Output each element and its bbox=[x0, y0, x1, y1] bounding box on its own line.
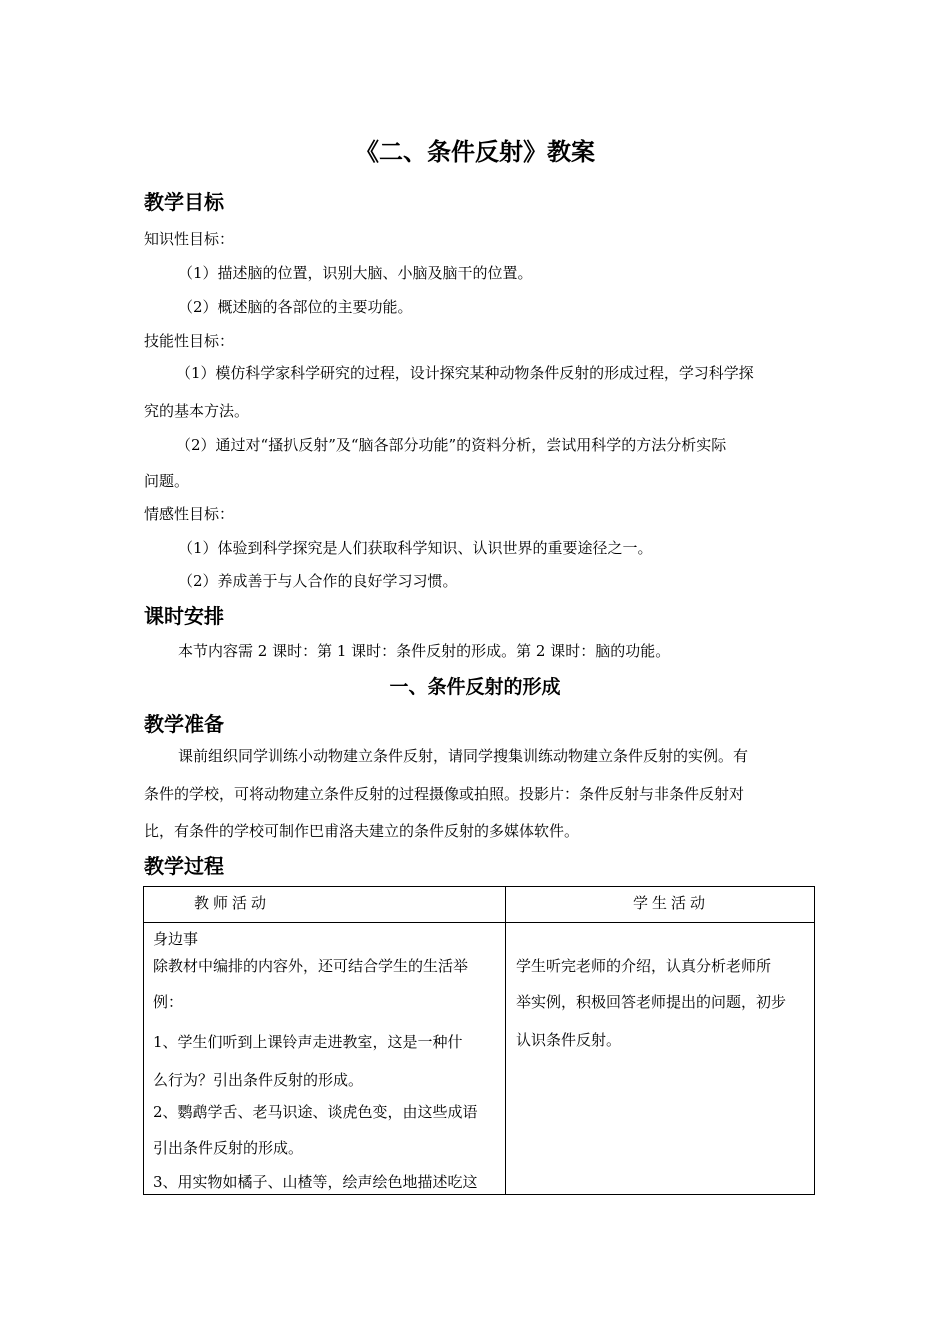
skill-goal-item-1-line-2: 究的基本方法。 bbox=[144, 402, 250, 420]
emotion-goal-item: （1）体验到科学探究是人们获取科学知识、认识世界的重要途径之一。 bbox=[178, 539, 653, 557]
student-activity-line: 举实例，积极回答老师提出的问题，初步 bbox=[516, 993, 787, 1011]
heading-schedule: 课时安排 bbox=[144, 604, 224, 628]
process-table bbox=[143, 886, 815, 1195]
knowledge-goal-label: 知识性目标： bbox=[144, 230, 235, 248]
teacher-activity-line: 2、鹦鹉学舌、老马识途、谈虎色变，由这些成语 bbox=[153, 1103, 478, 1121]
teacher-activity-line: 除教材中编排的内容外，还可结合学生的生活举 bbox=[153, 957, 469, 975]
heading-teaching-goals: 教学目标 bbox=[144, 190, 224, 214]
preparation-line: 条件的学校，可将动物建立条件反射的过程摄像或拍照。投影片：条件反射与非条件反射对 bbox=[144, 785, 745, 803]
emotion-goal-label: 情感性目标： bbox=[144, 505, 235, 523]
knowledge-goal-item: （2）概述脑的各部位的主要功能。 bbox=[178, 298, 413, 316]
heading-process: 教学过程 bbox=[144, 854, 224, 878]
skill-goal-item-2-line-1: （2）通过对“搔扒反射”及“脑各部分功能”的资料分析，尝试用科学的方法分析实际 bbox=[176, 436, 727, 454]
knowledge-goal-item: （1）描述脑的位置，识别大脑、小脑及脑干的位置。 bbox=[178, 264, 533, 282]
skill-goal-item-1-line-1: （1）模仿科学家科学研究的过程，设计探究某种动物条件反射的形成过程，学习科学探 bbox=[176, 364, 754, 382]
emotion-goal-item: （2）养成善于与人合作的良好学习习惯。 bbox=[178, 572, 458, 590]
header-teacher-activity: 教师活动 bbox=[194, 894, 271, 912]
preparation-line: 比，有条件的学校可制作巴甫洛夫建立的条件反射的多媒体软件。 bbox=[144, 822, 580, 840]
teacher-activity-line: 引出条件反射的形成。 bbox=[153, 1139, 304, 1157]
student-activity-line: 学生听完老师的介绍，认真分析老师所 bbox=[516, 957, 772, 975]
document-title: 《二、条件反射》教案 bbox=[355, 138, 595, 166]
skill-goal-label: 技能性目标： bbox=[144, 332, 235, 350]
preparation-line: 课前组织同学训练小动物建立条件反射，请同学搜集训练动物建立条件反射的实例。有 bbox=[178, 747, 749, 765]
teacher-activity-line: 么行为？引出条件反射的形成。 bbox=[153, 1071, 364, 1089]
teacher-activity-line: 身边事 bbox=[153, 930, 199, 948]
heading-preparation: 教学准备 bbox=[144, 712, 224, 736]
teacher-activity-line: 例： bbox=[153, 993, 184, 1011]
skill-goal-item-2-line-2: 问题。 bbox=[144, 472, 190, 490]
table-header-divider bbox=[144, 922, 814, 923]
header-student-activity: 学生活动 bbox=[633, 894, 710, 912]
student-activity-line: 认识条件反射。 bbox=[516, 1031, 622, 1049]
teacher-activity-line: 1、学生们听到上课铃声走进教室，这是一种什 bbox=[153, 1033, 463, 1051]
teacher-activity-line: 3、用实物如橘子、山楂等，绘声绘色地描述吃这 bbox=[153, 1173, 478, 1191]
table-column-divider bbox=[505, 887, 506, 1194]
lesson-subtitle: 一、条件反射的形成 bbox=[389, 676, 561, 698]
schedule-text: 本节内容需 2 课时：第 1 课时：条件反射的形成。第 2 课时：脑的功能。 bbox=[178, 642, 671, 660]
